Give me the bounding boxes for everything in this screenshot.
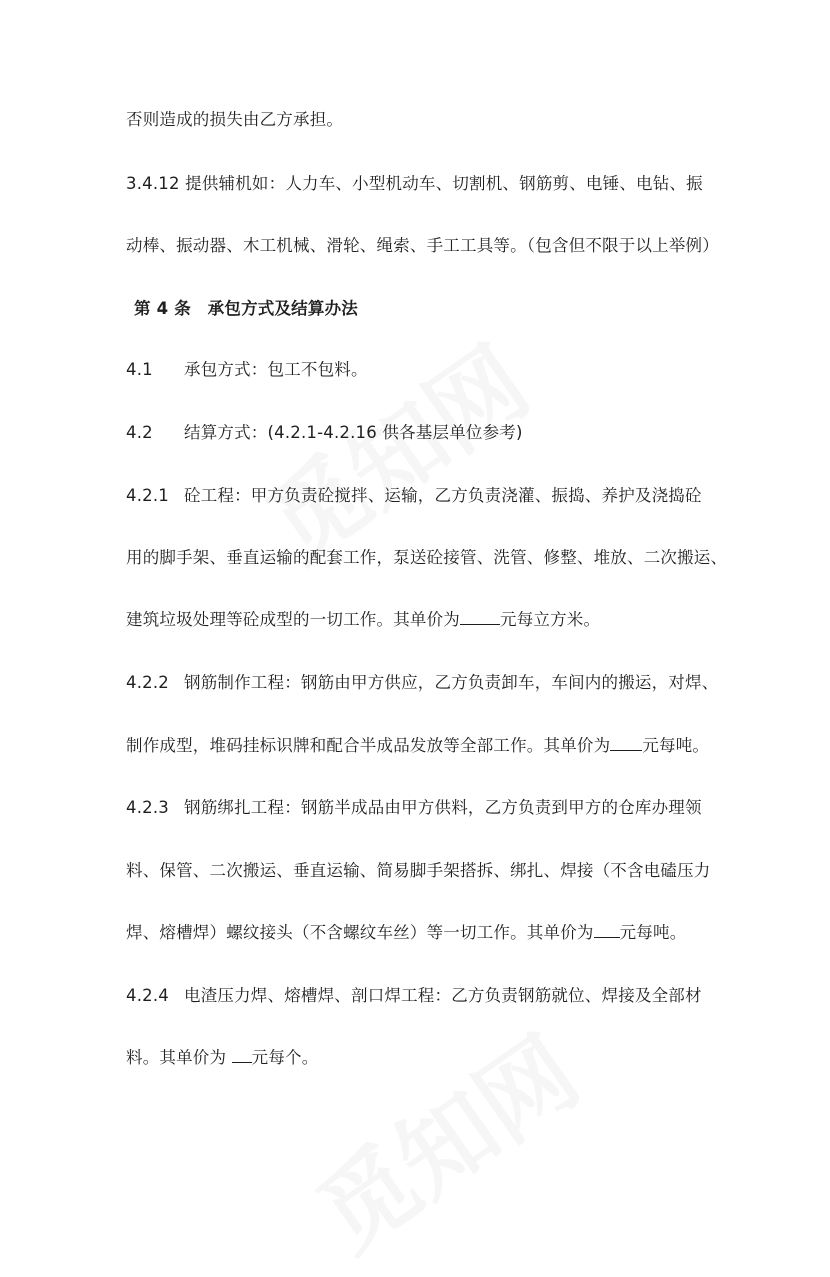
clause-4-2-4 <box>126 984 716 1008</box>
clause-text: 钢筋制作工程：钢筋由甲方供应，乙方负责卸车，车间内的搬运，对焊、 <box>184 673 719 692</box>
clause-number: 4.2.4 <box>126 986 169 1005</box>
text-fragment: 制作成型，堆码挂标识牌和配合半成品发放等全部工作。其单价为 <box>126 736 611 755</box>
clause-number: 4.2 <box>126 423 153 442</box>
text-fragment: 元每个。 <box>251 1048 319 1067</box>
price-blank <box>594 922 620 938</box>
clause-text: 结算方式：(4.2.1-4.2.16 供各基层单位参考) <box>184 423 523 442</box>
text-fragment: 元每立方米。 <box>500 610 601 629</box>
text-fragment: 元每吨。 <box>642 736 710 755</box>
clause-text: 电渣压力焊、熔槽焊、剖口焊工程：乙方负责钢筋就位、焊接及全部材 <box>184 986 702 1005</box>
clause-number: 4.1 <box>126 360 153 379</box>
clause-4-1 <box>126 358 716 382</box>
paragraph-line: 动棒、振动器、木工机械、滑轮、绳索、手工工具等。（包含但不限于以上举例） <box>126 236 719 255</box>
text-fragment: 料。其单价为 <box>126 1048 232 1067</box>
clause-text: 砼工程：甲方负责砼搅拌、运输，乙方负责浇灌、振捣、养护及浇捣砼 <box>184 486 702 505</box>
clause-4-2-3 <box>126 796 716 820</box>
section-heading: 第 4 条 承包方式及结算办法 <box>134 299 358 318</box>
paragraph-line <box>126 921 716 945</box>
watermark <box>287 1000 601 1277</box>
paragraph-line: 3.4.12 提供辅机如：人力车、小型机动车、切割机、钢筋剪、电锤、电钻、振 <box>126 174 703 193</box>
paragraph-line: 用的脚手架、垂直运输的配套工作，泵送砼接管、洗管、修整、堆放、二次搬运、 <box>126 548 728 567</box>
clause-number: 4.2.1 <box>126 486 169 505</box>
paragraph-line: 料、保管、二次搬运、垂直运输、简易脚手架搭拆、绑扎、焊接（不含电磕压力 <box>126 861 711 880</box>
price-blank <box>610 735 642 751</box>
clause-number: 4.2.3 <box>126 798 169 817</box>
clause-number: 4.2.2 <box>126 673 169 692</box>
paragraph-line <box>126 608 716 632</box>
paragraph-line <box>126 1046 716 1070</box>
clause-4-2 <box>126 421 716 445</box>
text-fragment: 建筑垃圾处理等砼成型的一切工作。其单价为 <box>126 610 460 629</box>
price-blank <box>460 609 500 625</box>
clause-4-2-1 <box>126 484 716 508</box>
price-blank <box>232 1047 252 1063</box>
text-fragment: 焊、熔槽焊）螺纹接头（不含螺纹车丝）等一切工作。其单价为 <box>126 923 594 942</box>
text-fragment: 元每吨。 <box>619 923 687 942</box>
clause-text: 钢筋绑扎工程：钢筋半成品由甲方供料，乙方负责到甲方的仓库办理领 <box>184 798 702 817</box>
paragraph-line: 否则造成的损失由乙方承担。 <box>126 110 344 129</box>
clause-text: 承包方式：包工不包料。 <box>184 360 368 379</box>
clause-4-2-2 <box>126 671 719 695</box>
paragraph-line <box>126 734 716 758</box>
